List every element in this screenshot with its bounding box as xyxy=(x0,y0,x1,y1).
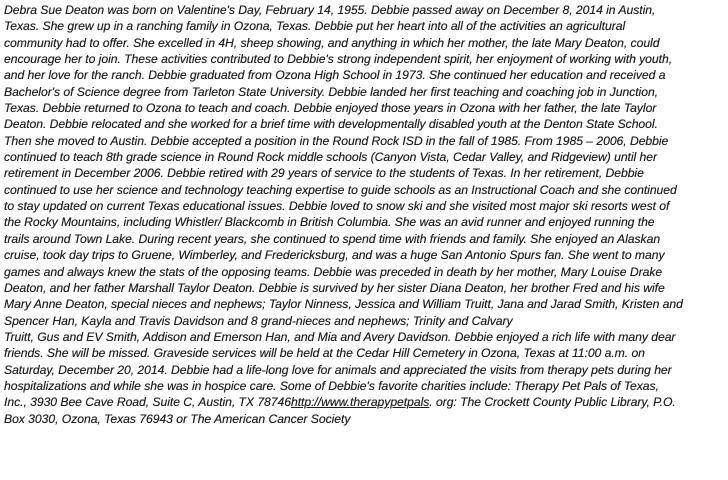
text-line: continued to use her science and technology teaching expertise to guide schools as an Instructional Coach and she continued xyxy=(4,182,677,197)
text-line: Box 3030, Ozona, Texas 76943 or The American Cancer Society xyxy=(4,411,351,426)
text-line: Debra Sue Deaton was born on Valentine's Day, February 14, 1955. Debbie passed away on December 8, 2014 in Austin, xyxy=(4,3,656,17)
text-line: trails around Town Lake. During recent years, she continued to spend time with friends and family. She enjoyed an Alaskan xyxy=(4,231,661,246)
text-line: Truitt, Gus and EV Smith, Addison and Emerson Han, and Mia and Avery Davidson. Debbie enjoyed a rich life with many dear xyxy=(4,329,676,344)
therapy-pet-pals-link[interactable]: http://www.therapypetpals xyxy=(290,395,430,410)
text-line: retirement in December 2006. Debbie retired with 29 years of service to the students of Texas. In her retirement, Debbie xyxy=(4,166,644,181)
text-line: Deaton. Debbie relocated and she worked for a brief time with developmentally disabled youth at the Denton State School. xyxy=(4,117,658,132)
text-line: hospitalizations and while she was in hospice care. Some of Debbie's favorite charities include: Therapy Pet Pals of Texas, xyxy=(4,378,659,393)
text-line: Saturday, December 20, 2014. Debbie had a life-long love for animals and appreciated the visits from therapy pets during her xyxy=(4,362,672,377)
address-text: Inc., 3930 Bee Cave Road, Suite C, Austin, TX 78746 xyxy=(4,395,291,410)
text-line: Texas. She grew up in a ranching family in Ozona, Texas. Debbie put her heart into all of the activities an agricultural xyxy=(4,19,626,34)
text-line-with-link xyxy=(4,394,726,410)
library-text: . org: The Crockett County Public Library, P.O. xyxy=(429,395,676,410)
text-line: to stay updated on current Texas educational issues. Debbie loved to snow ski and she visited most major ski resorts west of xyxy=(4,199,670,214)
text-line: community had to offer. She excelled in 4H, sheep showing, and anything in which her mother, the late Mary Deaton, could xyxy=(4,35,660,50)
text-line: cruise, took day trips to Gruene, Wimberley, and Fredericksburg, and was a huge San Antonio Spurs fan. She went to many xyxy=(4,248,665,263)
text-line: continued to teach 8th grade science in Round Rock middle schools (Canyon Vista, Cedar Valley, and Ridgeview) until her xyxy=(4,150,657,165)
text-line: the Rocky Mountains, including Whistler/ Blackcomb in British Columbia. She was an avid runner and enjoyed running the xyxy=(4,215,655,230)
text-line: Deaton, and her father Marshall Taylor Deaton. Debbie is survived by her sister Diana Deaton, her brother Fred and his wife xyxy=(4,280,665,295)
text-line: encourage her to join. These activities contributed to Debbie's strong independent spirit, her enjoyment of working with youth, xyxy=(4,52,673,67)
text-line: Bachelor's of Science degree from Tarleton State University. Debbie landed her first teaching and coaching job in Junction, xyxy=(4,84,659,99)
text-line: Then she moved to Austin. Debbie accepted a position in the Round Rock ISD in the fall of 1985. From 1985 – 2006, Debbie xyxy=(4,133,669,148)
text-line: Spencer Han, Kayla and Travis Davidson and 8 grand-nieces and nephews; Trinity and Calvary xyxy=(4,313,513,328)
text-line: Texas. Debbie returned to Ozona to teach and coach. Debbie enjoyed those years in Ozona with her father, the late Taylor xyxy=(4,101,657,116)
obituary-document xyxy=(4,2,726,478)
text-line: games and always knew the stats of the opposing teams. Debbie was preceded in death by her mother, Mary Louise Drake xyxy=(4,264,663,279)
text-line: friends. She will be missed. Graveside services will be held at the Cedar Hill Cemetery in Ozona, Texas at 11:00 a.m. on xyxy=(4,346,645,361)
text-line: Mary Anne Deaton, special nieces and nephews; Taylor Ninness, Jessica and William Truitt, Jana and Jarad Smith, Kristen and xyxy=(4,297,683,312)
text-line: and her love for the ranch. Debbie graduated from Ozona High School in 1973. She continued her education and received a xyxy=(4,68,666,83)
